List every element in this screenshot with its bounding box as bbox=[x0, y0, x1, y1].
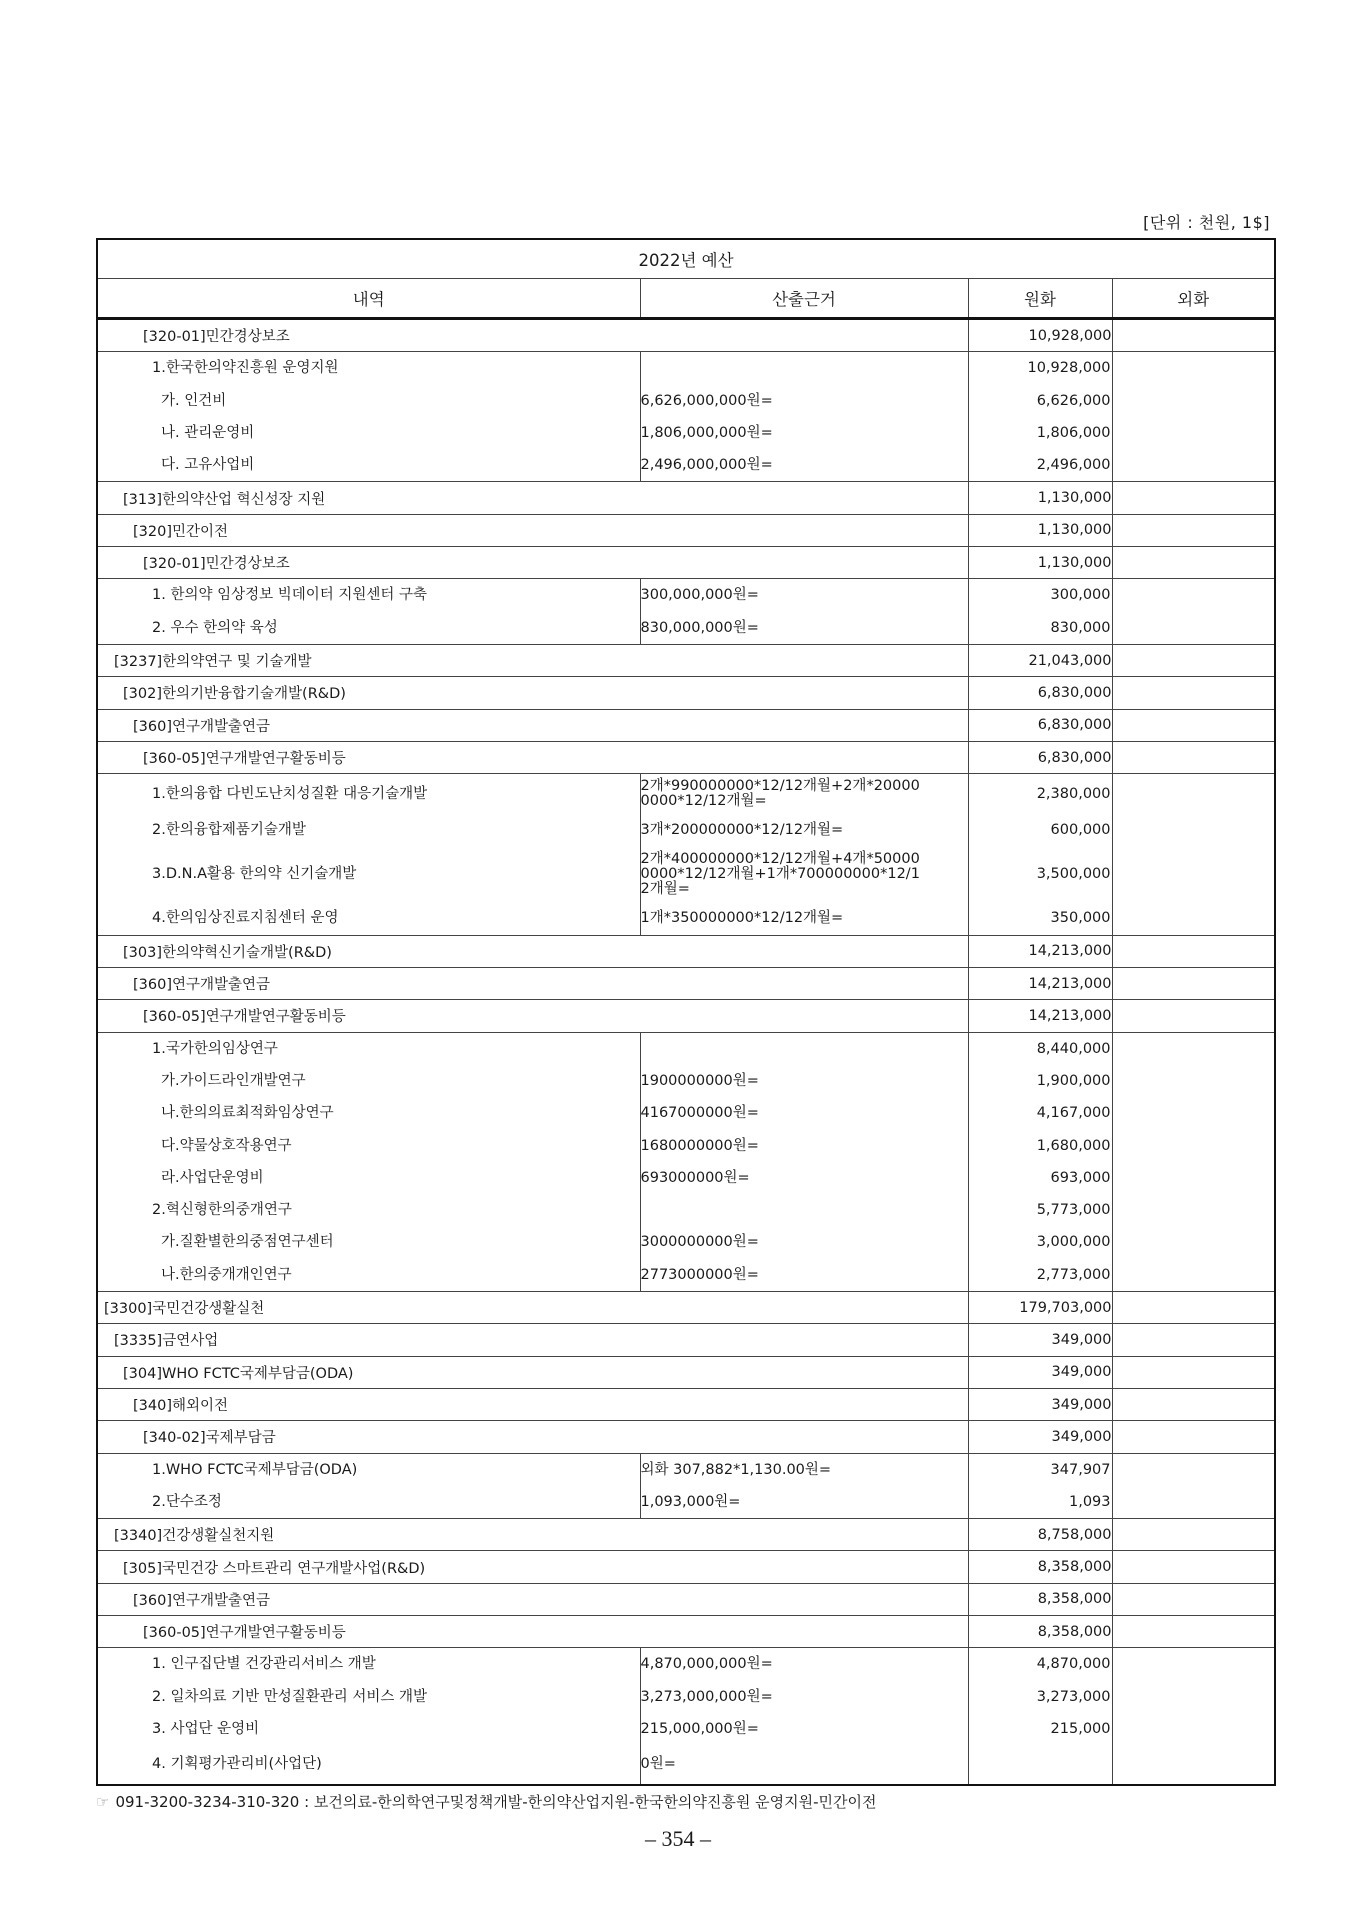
item-amount: 300,000 bbox=[1050, 587, 1111, 604]
row-amount-foreign bbox=[1112, 1292, 1275, 1324]
row-amount-krw: 8,358,000 bbox=[968, 1551, 1112, 1583]
item-basis: 6,626,000,000원= bbox=[640, 392, 773, 409]
row-amount-krw: 10,928,000 bbox=[968, 319, 1112, 352]
item-basis: 2773000000원= bbox=[640, 1266, 759, 1283]
item-basis: 215,000,000원= bbox=[640, 1720, 759, 1737]
item-label: 가.가이드라인개발연구 bbox=[161, 1072, 306, 1089]
item-label: 나.한의의료최적화임상연구 bbox=[161, 1105, 334, 1122]
unit-label: [단위 : 천원, 1$] bbox=[1143, 213, 1270, 232]
column-header-foreign: 외화 bbox=[1112, 279, 1275, 319]
item-label: 2. 우수 한의약 육성 bbox=[152, 619, 278, 636]
row-amount-foreign bbox=[1112, 1519, 1275, 1551]
basis-line: 2개*990000000*12/12개월+2개*20000 bbox=[640, 778, 920, 795]
row-amount-foreign bbox=[1112, 352, 1275, 482]
item-label: 다. 고유사업비 bbox=[161, 457, 255, 474]
row-label: [360-05]연구개발연구활동비등 bbox=[97, 1000, 968, 1032]
item-label: 2.한의융합제품기술개발 bbox=[152, 822, 306, 839]
item-amount: 3,500,000 bbox=[1036, 866, 1111, 883]
group-labels bbox=[97, 579, 640, 645]
item-basis: 4,870,000,000원= bbox=[640, 1656, 773, 1673]
item-basis: 2,496,000,000원= bbox=[640, 457, 773, 474]
item-amount: 2,380,000 bbox=[1036, 786, 1111, 803]
row-amount-foreign bbox=[1112, 1388, 1275, 1420]
row-amount-krw: 179,703,000 bbox=[968, 1292, 1112, 1324]
item-basis: 300,000,000원= bbox=[640, 587, 759, 604]
item-basis: 830,000,000원= bbox=[640, 619, 759, 636]
item-label: 1.WHO FCTC국제부담금(ODA) bbox=[152, 1461, 358, 1478]
item-amount: 693,000 bbox=[1050, 1169, 1111, 1186]
row-amount-foreign bbox=[1112, 1453, 1275, 1519]
item-basis bbox=[641, 1194, 968, 1226]
item-basis: 1900000000원= bbox=[640, 1072, 759, 1089]
basis-line: 2개*400000000*12/12개월+4개*50000 bbox=[640, 850, 920, 867]
group-labels bbox=[97, 774, 640, 936]
basis-line: 0000*12/12개월+1개*700000000*12/1 bbox=[640, 865, 920, 882]
row-amount-foreign bbox=[1112, 1648, 1275, 1785]
item-amount: 215,000 bbox=[1050, 1720, 1111, 1737]
row-amount-foreign bbox=[1112, 644, 1275, 676]
item-label: 1.한국한의약진흥원 운영지원 bbox=[152, 360, 339, 377]
table-row bbox=[97, 1000, 1275, 1032]
item-label: 가. 인건비 bbox=[161, 392, 227, 409]
row-label: [305]국민건강 스마트관리 연구개발사업(R&D) bbox=[97, 1551, 968, 1583]
group-labels bbox=[97, 1032, 640, 1291]
item-amount: 1,093 bbox=[1068, 1493, 1111, 1510]
table-row-group bbox=[97, 774, 1275, 936]
basis-line: 2개월= bbox=[640, 880, 690, 897]
row-amount-foreign bbox=[1112, 1000, 1275, 1032]
row-amount-krw: 6,830,000 bbox=[968, 677, 1112, 709]
table-row bbox=[97, 644, 1275, 676]
row-label: [360-05]연구개발연구활동비등 bbox=[97, 1615, 968, 1647]
table-row bbox=[97, 1551, 1275, 1583]
table-row bbox=[97, 1615, 1275, 1647]
row-amount-krw: 1,130,000 bbox=[968, 482, 1112, 514]
table-row bbox=[97, 319, 1275, 352]
row-label: [360-05]연구개발연구활동비등 bbox=[97, 741, 968, 773]
row-amount-foreign bbox=[1112, 709, 1275, 741]
row-label: [303]한의약혁신기술개발(R&D) bbox=[97, 935, 968, 967]
group-amounts bbox=[968, 352, 1112, 482]
row-amount-krw: 8,358,000 bbox=[968, 1615, 1112, 1647]
item-label: 1.국가한의임상연구 bbox=[152, 1040, 278, 1057]
item-label: 1. 인구집단별 건강관리서비스 개발 bbox=[152, 1656, 376, 1673]
group-labels bbox=[97, 1453, 640, 1519]
item-amount: 347,907 bbox=[1050, 1461, 1111, 1478]
row-label: [3340]건강생활실천지원 bbox=[97, 1519, 968, 1551]
item-amount: 600,000 bbox=[1050, 822, 1111, 839]
item-basis: 3,273,000,000원= bbox=[640, 1688, 773, 1705]
table-row bbox=[97, 482, 1275, 514]
table-row bbox=[97, 1356, 1275, 1388]
table-title: 2022년 예산 bbox=[97, 239, 1275, 279]
row-amount-foreign bbox=[1112, 514, 1275, 546]
table-title-row bbox=[97, 239, 1275, 279]
item-label: 4. 기획평가관리비(사업단) bbox=[152, 1756, 322, 1773]
row-amount-foreign bbox=[1112, 968, 1275, 1000]
row-amount-krw: 6,830,000 bbox=[968, 709, 1112, 741]
column-header-row bbox=[97, 279, 1275, 319]
row-amount-krw: 1,130,000 bbox=[968, 547, 1112, 579]
item-basis bbox=[641, 846, 968, 902]
row-amount-krw: 14,213,000 bbox=[968, 968, 1112, 1000]
table-row-group bbox=[97, 1032, 1275, 1291]
item-amount: 10,928,000 bbox=[1027, 360, 1111, 377]
group-amounts bbox=[968, 774, 1112, 936]
row-label: [340-02]국제부담금 bbox=[97, 1421, 968, 1453]
row-amount-foreign bbox=[1112, 1551, 1275, 1583]
group-basis bbox=[640, 579, 968, 645]
row-amount-foreign bbox=[1112, 1583, 1275, 1615]
table-row bbox=[97, 1292, 1275, 1324]
item-label: 4.한의임상진료지침센터 운영 bbox=[152, 910, 339, 927]
row-amount-foreign bbox=[1112, 741, 1275, 773]
item-basis bbox=[641, 352, 968, 384]
item-basis bbox=[641, 1033, 968, 1065]
group-labels bbox=[97, 352, 640, 482]
row-amount-foreign bbox=[1112, 579, 1275, 645]
item-amount: 1,680,000 bbox=[1036, 1137, 1111, 1154]
table-row bbox=[97, 935, 1275, 967]
row-label: [360]연구개발출연금 bbox=[97, 709, 968, 741]
table-row bbox=[97, 1388, 1275, 1420]
item-label: 다.약물상호작용연구 bbox=[161, 1137, 292, 1154]
group-labels bbox=[97, 1648, 640, 1785]
item-label: 2.단수조정 bbox=[152, 1493, 222, 1510]
basis-line: 0000*12/12개월= bbox=[640, 793, 767, 810]
item-amount: 5,773,000 bbox=[1036, 1202, 1111, 1219]
item-basis: 4167000000원= bbox=[640, 1105, 759, 1122]
item-amount: 4,167,000 bbox=[1036, 1105, 1111, 1122]
item-basis: 1,093,000원= bbox=[640, 1493, 741, 1510]
row-label: [360]연구개발출연금 bbox=[97, 1583, 968, 1615]
item-amount: 3,000,000 bbox=[1036, 1234, 1111, 1251]
row-amount-krw: 349,000 bbox=[968, 1421, 1112, 1453]
row-label: [360]연구개발출연금 bbox=[97, 968, 968, 1000]
item-label: 가.질환별한의중점연구센터 bbox=[161, 1234, 334, 1251]
row-label: [320]민간이전 bbox=[97, 514, 968, 546]
item-basis: 693000000원= bbox=[640, 1169, 750, 1186]
row-amount-krw: 14,213,000 bbox=[968, 1000, 1112, 1032]
footnote-text: 091-3200-3234-310-320 : 보건의료-한의학연구및정책개발-한의약산업지원-한국한의약진흥원 운영지원-민간이전 bbox=[115, 1793, 877, 1811]
item-amount: 8,440,000 bbox=[1036, 1040, 1111, 1057]
item-basis: 1680000000원= bbox=[640, 1137, 759, 1154]
row-label: [313]한의약산업 혁신성장 지원 bbox=[97, 482, 968, 514]
item-label: 나.한의중개개인연구 bbox=[161, 1266, 292, 1283]
row-amount-krw: 1,130,000 bbox=[968, 514, 1112, 546]
row-amount-krw: 6,830,000 bbox=[968, 741, 1112, 773]
table-row bbox=[97, 709, 1275, 741]
item-amount bbox=[969, 1745, 1112, 1784]
item-basis: 1,806,000,000원= bbox=[640, 424, 773, 441]
row-amount-krw: 14,213,000 bbox=[968, 935, 1112, 967]
group-basis bbox=[640, 1453, 968, 1519]
row-label: [340]해외이전 bbox=[97, 1388, 968, 1420]
item-label: 2.혁신형한의중개연구 bbox=[152, 1202, 292, 1219]
row-label: [3237]한의약연구 및 기술개발 bbox=[97, 644, 968, 676]
item-basis: 외화 307,882*1,130.00원= bbox=[640, 1461, 832, 1478]
table-row-group bbox=[97, 579, 1275, 645]
item-basis: 3개*200000000*12/12개월= bbox=[640, 822, 844, 839]
row-label: [320-01]민간경상보조 bbox=[97, 319, 968, 352]
table-row bbox=[97, 547, 1275, 579]
row-amount-foreign bbox=[1112, 935, 1275, 967]
group-amounts bbox=[968, 579, 1112, 645]
row-amount-foreign bbox=[1112, 1324, 1275, 1356]
item-amount: 1,806,000 bbox=[1036, 424, 1111, 441]
table-row bbox=[97, 1324, 1275, 1356]
group-basis bbox=[640, 774, 968, 936]
group-basis bbox=[640, 1648, 968, 1785]
table-row bbox=[97, 1519, 1275, 1551]
item-basis bbox=[641, 774, 968, 814]
item-basis: 0원= bbox=[640, 1756, 676, 1773]
row-amount-krw: 21,043,000 bbox=[968, 644, 1112, 676]
row-amount-foreign bbox=[1112, 1615, 1275, 1647]
item-label: 1.한의융합 다빈도난치성질환 대응기술개발 bbox=[152, 786, 428, 803]
pointing-hand-icon: ☞ bbox=[96, 1793, 110, 1811]
budget-table bbox=[96, 238, 1276, 1786]
account-code-footnote bbox=[96, 1791, 876, 1812]
row-amount-krw: 349,000 bbox=[968, 1356, 1112, 1388]
row-amount-foreign bbox=[1112, 319, 1275, 352]
row-amount-krw: 349,000 bbox=[968, 1324, 1112, 1356]
row-amount-foreign bbox=[1112, 1032, 1275, 1291]
row-amount-krw: 349,000 bbox=[968, 1388, 1112, 1420]
item-label: 3. 사업단 운영비 bbox=[152, 1720, 260, 1737]
row-amount-krw: 8,758,000 bbox=[968, 1519, 1112, 1551]
row-amount-foreign bbox=[1112, 1421, 1275, 1453]
row-amount-foreign bbox=[1112, 1356, 1275, 1388]
item-label: 나. 관리운영비 bbox=[161, 424, 255, 441]
table-row bbox=[97, 514, 1275, 546]
row-amount-foreign bbox=[1112, 774, 1275, 936]
row-label: [304]WHO FCTC국제부담금(ODA) bbox=[97, 1356, 968, 1388]
row-label: [320-01]민간경상보조 bbox=[97, 547, 968, 579]
table-row-group bbox=[97, 1453, 1275, 1519]
row-label: [302]한의기반융합기술개발(R&D) bbox=[97, 677, 968, 709]
table-row bbox=[97, 741, 1275, 773]
group-amounts bbox=[968, 1453, 1112, 1519]
row-label: [3335]금연사업 bbox=[97, 1324, 968, 1356]
item-amount: 4,870,000 bbox=[1036, 1656, 1111, 1673]
item-amount: 2,496,000 bbox=[1036, 457, 1111, 474]
table-row bbox=[97, 677, 1275, 709]
item-label: 3.D.N.A활용 한의약 신기술개발 bbox=[152, 866, 357, 883]
table-row bbox=[97, 1583, 1275, 1615]
group-basis bbox=[640, 1032, 968, 1291]
group-amounts bbox=[968, 1032, 1112, 1291]
page-number: – 354 – bbox=[645, 1826, 711, 1851]
item-amount: 830,000 bbox=[1050, 619, 1111, 636]
item-label: 1. 한의약 임상정보 빅데이터 지원센터 구축 bbox=[152, 587, 427, 604]
item-amount: 6,626,000 bbox=[1036, 392, 1111, 409]
row-label: [3300]국민건강생활실천 bbox=[97, 1292, 968, 1324]
column-header-details: 내역 bbox=[97, 279, 640, 319]
group-basis bbox=[640, 352, 968, 482]
row-amount-foreign bbox=[1112, 547, 1275, 579]
item-amount: 2,773,000 bbox=[1036, 1266, 1111, 1283]
item-basis: 3000000000원= bbox=[640, 1234, 759, 1251]
item-basis: 1개*350000000*12/12개월= bbox=[640, 910, 844, 927]
column-header-krw: 원화 bbox=[968, 279, 1112, 319]
column-header-basis: 산출근거 bbox=[640, 279, 968, 319]
table-row bbox=[97, 1421, 1275, 1453]
row-amount-krw: 8,358,000 bbox=[968, 1583, 1112, 1615]
item-amount: 1,900,000 bbox=[1036, 1072, 1111, 1089]
table-row bbox=[97, 968, 1275, 1000]
item-label: 라.사업단운영비 bbox=[161, 1169, 264, 1186]
table-row-group bbox=[97, 1648, 1275, 1785]
item-amount: 3,273,000 bbox=[1036, 1688, 1111, 1705]
group-amounts bbox=[968, 1648, 1112, 1785]
item-label: 2. 일차의료 기반 만성질환관리 서비스 개발 bbox=[152, 1688, 427, 1705]
row-amount-foreign bbox=[1112, 677, 1275, 709]
item-amount: 350,000 bbox=[1050, 910, 1111, 927]
table-row-group bbox=[97, 352, 1275, 482]
row-amount-foreign bbox=[1112, 482, 1275, 514]
